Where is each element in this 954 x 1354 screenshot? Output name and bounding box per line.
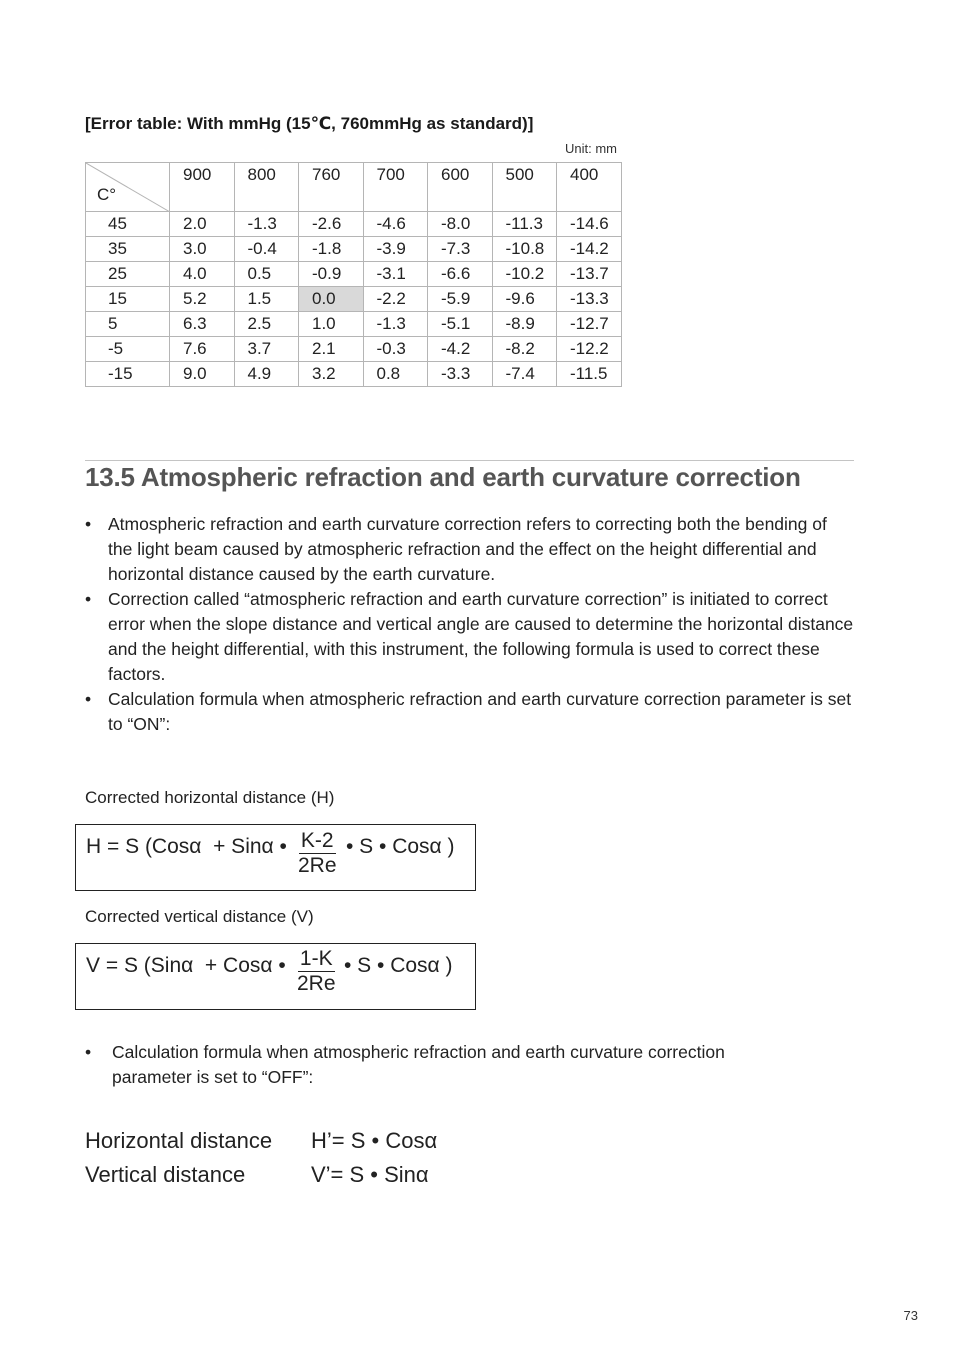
formula-part: V = S (Sinα + Cosα • [86,954,286,977]
fraction-denominator: 2Re [298,854,337,877]
table-cell: -0.4 [234,237,299,262]
list-item [85,512,855,587]
table-cell: 9.0 [170,362,235,387]
highlighted-cell: 0.0 [299,287,364,312]
temperature-header: C° [97,185,117,204]
table-cell: -10.2 [492,262,557,287]
error-table [85,162,622,387]
table-cell: 4.0 [170,262,235,287]
section-divider [85,460,854,461]
horizontal-formula-box [75,824,476,891]
fraction-numerator: 1-K [299,947,333,970]
table-cell: -8.9 [492,312,557,337]
row-header: 15 [86,287,170,312]
table-cell: -4.2 [428,337,493,362]
error-table-title: [Error table: With mmHg (15℃, 760mmHg as standard)] [85,114,534,133]
table-cell: -6.6 [428,262,493,287]
bullet-text: Correction called “atmospheric refraction and earth curvature correction” is initiated to correct error when the slope distance and vertical angle are caused to determine the horizontal distance and the height differential, with this instrument, the following formula is used to correct these factors. [108,589,854,684]
column-header: 700 [363,163,428,212]
table-cell: 1.5 [234,287,299,312]
table-cell: -5.9 [428,287,493,312]
column-header: 500 [492,163,557,212]
table-cell: -4.6 [363,212,428,237]
bullet-icon: • [85,1042,92,1062]
unit-label: Unit: mm [565,141,617,156]
vertical-distance-label: Vertical distance [85,1162,246,1187]
table-cell: -12.2 [557,337,622,362]
table-cell: 0.5 [234,262,299,287]
page-number: 73 [903,1308,918,1323]
table-cell: -3.1 [363,262,428,287]
bullet-icon: • [85,689,92,709]
fraction-numerator: K-2 [300,829,334,852]
table-cell: -0.9 [299,262,364,287]
column-header: 800 [234,163,299,212]
table-cell: 5.2 [170,287,235,312]
table-cell: 4.9 [234,362,299,387]
table-cell: 6.3 [170,312,235,337]
row-header: 25 [86,262,170,287]
table-row [86,237,622,262]
bullet-icon: • [85,589,92,609]
horizontal-formula-label: Corrected horizontal distance (H) [85,788,335,807]
list-item [85,1040,725,1090]
off-bullet-list [85,1040,725,1090]
row-header: 5 [86,312,170,337]
list-item [85,587,855,687]
row-header: 35 [86,237,170,262]
table-cell: -3.3 [428,362,493,387]
table-cell: -1.3 [363,312,428,337]
corner-cell [86,163,170,212]
list-item [85,687,855,737]
table-cell: -13.3 [557,287,622,312]
bullet-text: Calculation formula when atmospheric refraction and earth curvature correction parameter is set to “ON”: [108,689,852,734]
formula-part: H = S (Cosα + Sinα • [86,835,287,858]
table-row [86,312,622,337]
column-header: 760 [299,163,364,212]
table-cell: -14.6 [557,212,622,237]
bullet-text: Calculation formula when atmospheric refraction and earth curvature correction parameter is set to “OFF”: [112,1042,725,1087]
formula-part: • S • Cosα ) [344,954,453,977]
column-header: 600 [428,163,493,212]
table-cell: 0.8 [363,362,428,387]
fraction [297,947,336,996]
table-cell: -14.2 [557,237,622,262]
table-row [86,287,622,312]
vertical-formula-label: Corrected vertical distance (V) [85,907,314,926]
table-row [86,337,622,362]
table-cell: -13.7 [557,262,622,287]
bullet-list [85,512,855,737]
table-cell: 7.6 [170,337,235,362]
row-header: -5 [86,337,170,362]
section-title: 13.5 Atmospheric refraction and earth curvature correction [85,462,801,492]
table-row [86,262,622,287]
bullet-text: Atmospheric refraction and earth curvature correction refers to correcting both the bending of the light beam caused by atmospheric refraction and the effect on the height differential and horizontal distance caused by the earth curvature. [108,514,827,584]
table-row [86,212,622,237]
table-cell: -7.4 [492,362,557,387]
table-cell: 2.5 [234,312,299,337]
bullet-icon: • [85,514,92,534]
table-cell: -9.6 [492,287,557,312]
table-cell: 1.0 [299,312,364,337]
table-header-row [86,163,622,212]
table-cell: 2.0 [170,212,235,237]
table-cell: -11.5 [557,362,622,387]
row-header: 45 [86,212,170,237]
table-row [86,362,622,387]
table-cell: 3.7 [234,337,299,362]
row-header: -15 [86,362,170,387]
fraction [298,829,337,878]
vertical-distance-formula: V’= S • Sinα [311,1162,429,1187]
horizontal-distance-formula: H’= S • Cosα [311,1128,438,1153]
table-cell: -12.7 [557,312,622,337]
table-cell: -1.3 [234,212,299,237]
column-header: 400 [557,163,622,212]
table-cell: -3.9 [363,237,428,262]
table-cell: 3.0 [170,237,235,262]
table-cell: -1.8 [299,237,364,262]
table-cell: -8.2 [492,337,557,362]
table-cell: 3.2 [299,362,364,387]
fraction-denominator: 2Re [297,972,336,995]
table-cell: -7.3 [428,237,493,262]
column-header: 900 [170,163,235,212]
table-cell: -2.6 [299,212,364,237]
table-cell: -10.8 [492,237,557,262]
table-cell: -8.0 [428,212,493,237]
vertical-formula-box [75,943,476,1010]
table-cell: 2.1 [299,337,364,362]
formula-part: • S • Cosα ) [346,835,455,858]
table-cell: -2.2 [363,287,428,312]
table-cell: -0.3 [363,337,428,362]
horizontal-distance-row [85,1128,437,1154]
vertical-distance-row [85,1162,429,1188]
table-cell: -5.1 [428,312,493,337]
horizontal-distance-label: Horizontal distance [85,1128,273,1153]
table-cell: -11.3 [492,212,557,237]
